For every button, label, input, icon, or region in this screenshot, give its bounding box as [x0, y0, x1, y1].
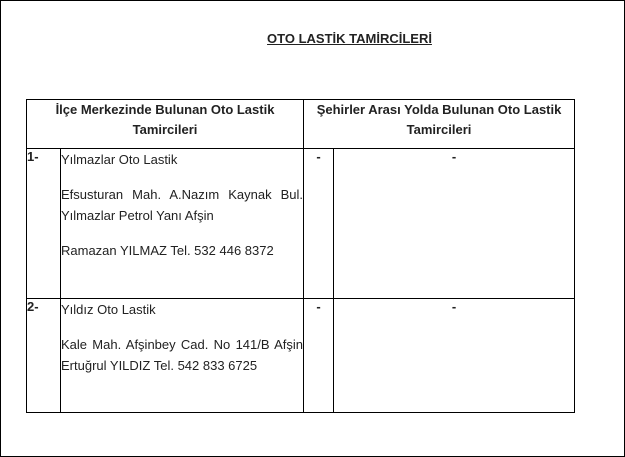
right-shop-info: - — [334, 299, 575, 413]
right-shop-info: - — [334, 149, 575, 299]
header-intercity-road: Şehirler Arası Yolda Bulunan Oto Lastik Tamircileri — [304, 100, 575, 149]
shop-address: Efsusturan Mah. A.Nazım Kaynak Bul. Yılmazlar Petrol Yanı Afşin — [61, 187, 304, 223]
row-number: 1- — [27, 149, 61, 299]
header-city-center: İlçe Merkezinde Bulunan Oto Lastik Tamircileri — [27, 100, 304, 149]
shop-info — [61, 299, 304, 413]
repair-shops-table — [26, 99, 575, 413]
shop-address: Kale Mah. Afşinbey Cad. No 141/B Afşin Ertuğrul YILDIZ Tel. 542 833 6725 — [61, 337, 304, 373]
shop-info — [61, 149, 304, 299]
right-row-number: - — [304, 299, 334, 413]
row-number: 2- — [27, 299, 61, 413]
shop-name: Yıldız Oto Lastik — [61, 302, 156, 317]
right-row-number: - — [304, 149, 334, 299]
table-row — [27, 299, 575, 413]
table-header-row — [27, 100, 575, 149]
shop-name: Yılmazlar Oto Lastik — [61, 152, 178, 167]
table-row — [27, 149, 575, 299]
document-title: OTO LASTİK TAMİRCİLERİ — [267, 31, 432, 46]
shop-contact: Ramazan YILMAZ Tel. 532 446 8372 — [61, 243, 274, 258]
